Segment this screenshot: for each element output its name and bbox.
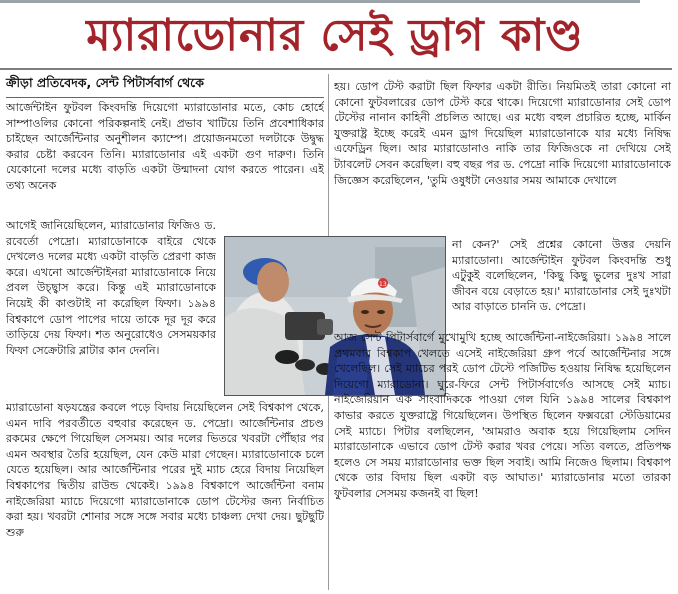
paragraph: ম্যারাডোনা ষড়যন্ত্রের কবলে পড়ে বিদায় নিয়েছিলেন সেই বিশ্বকাপ থেকে, এমন দাবি পরবর্তীতে বহুবার করেছেন ড. পেদ্রো। আর্জেন্টিনার প্রচণ্ড রকমের ক্ষেপে গিয়েছিল সেসময়। আর দলের ভিতরে খবরটা পৌঁছার পর এমন অবস্থার তৈরি হয়েছিল, যেন কেউ মারা গেছেন। ম্যারাডোনাকে চলে যেতে হয়েছিল। আর আর্জেন্টিনার পরের দুই ম্যাচ হেরে বিদায় নিয়েছিল বিশ্বকাপের দ্বিতীয় রাউন্ড থেকেই। ১৯৯৪ বিশ্বকাপে আর্জেন্টিনা বনাম নাইজেরিয়া ম্যাচে দিয়েগো ম্যারাডোনাকে ডোপ টেস্টের জন্য নির্বাচিত করা হয়। খবরটা শোনার সঙ্গে সঙ্গে সবার মধ্যে চাঞ্চল্য দেখা দেয়। ছুটছুটি শুরু [6,401,324,539]
right-column-upper-text [334,79,671,237]
left-column-side-text [6,218,216,398]
headline-divider [0,68,672,70]
left-column-lower-text [6,400,324,586]
left-column-upper-text [6,100,324,218]
paragraph: না কেন?' সেই প্রশ্নের কোনো উত্তর দেয়নি ম্যারাডোনা। আর্জেন্টাইন ফুটবল কিংবদন্তি শুধু এটুকুই বলেছিলেন, 'কিছু কিছু ভুলের দুঃখ সারা জীবন বয়ে বেড়াতে হয়।' ম্যারাডোনার সেই দুঃখটা আর বাড়াতে চাননি ড. পেদ্রো। [452,238,671,314]
paragraph: আজ সেন্ট পিটার্সবার্গে মুখোমুখি হচ্ছে আর্জেন্টিনা-নাইজেরিয়া। ১৯৯৪ সালে প্রথমবার বিশ্বকাপ খেলতে এসেই নাইজেরিয়া গ্রুপ পর্বে আর্জেন্টিনার সঙ্গে খেলেছিল। সেই ম্যাচের পরই ডোপ টেস্টে পজিটিভ হওয়ায় নিষিদ্ধ হয়েছিলেন দিয়েগো ম্যারাডোনা। ঘুরে-ফিরে সেন্ট পিটার্সবার্গেও আসছে সেই ম্যাচ। নাইজেরিয়ান এক সাংবাদিককে পাওয়া গেল যিনি ১৯৯৪ সালের বিশ্বকাপ কাভার করতে যুক্তরাষ্ট্রে গিয়েছিলেন। উপস্থিত ছিলেন ফক্সবরো স্টেডিয়ামের সেই ম্যাচে। পিটার বলছিলেন, 'আমরাও অবাক হয়ে গিয়েছিলাম সেদিন ম্যারাডোনাকে এভাবে ডোপ টেস্ট করার খবর পেয়ে। সত্যি বলতে, প্রতিপক্ষ হলেও সে সময় ম্যারাডোনার ভক্ত ছিল সবাই। আমি নিজেও ছিলাম। বিশ্বকাপ থেকে তার বিদায় ছিল একটা বড় আঘাত।' ম্যারাডোনার মতো তারকা ফুটবলার সেসময় কজনই বা ছিল! [334,331,671,500]
cap-logo-text: 13 [379,281,387,288]
top-rule [0,0,640,3]
byline: ক্রীড়া প্রতিবেদক, সেন্ট পিটার্সবার্গ থেকে [6,75,324,98]
right-column-side-text [452,237,671,329]
right-column-lower-text [334,330,671,586]
paragraph: আগেই জানিয়েছিলেন, ম্যারাডোনার ফিজিও ড. রবের্তো পেদ্রো। ম্যারাডোনাকে বাইরে থেকে দেখলেও দলের মধ্যে একটা বাড়তি প্রেরণা কাজ করে। এখনো আর্জেন্টাইনরা ম্যারাডোনাকে নিয়ে প্রবল উচ্ছ্বাস করে। কিন্তু এই ম্যারাডোনাকে নিয়েই কী কাণ্ডটাই না করেছিল ফিফা। ১৯৯৪ বিশ্বকাপে ডোপ পাপের দায়ে তাকে দূর দূর করে তাড়িয়ে দেয় ফিফা। শত অনুরোধেও সেসময়কার ফিফা সেক্রেটারি ব্লাটার কান দেননি। [6,219,216,357]
headline: ম্যারাডোনার সেই ড্রাগ কাণ্ড [86,10,584,61]
paragraph: আর্জেন্টাইন ফুটবল কিংবদন্তি দিয়েগো ম্যারাডোনার মতে, কোচ হোর্হে সাম্পাওলির কোনো পরিকল্পনাই নেই। প্রভাব খাটিয়ে তিনি প্রবেশাধিকার চাইছেন আর্জেন্টিনার অনুশীলন ক্যাম্পে। প্রয়োজনমতো দলটাকে উদ্বুদ্ধ করার চেষ্টা করবেন তিনি। ম্যারাডোনার এই একটা গুণ দারুণ। তিনি যেকোনো দলের মধ্যে বাড়তি একটা উন্মাদনা যোগ করতে পারেন। এই তথ্য অনেক [6,101,324,192]
paragraph: হয়। ডোপ টেস্ট করাটা ছিল ফিফার একটা রীতি। নিয়মিতই তারা কোনো না কোনো ফুটবলারের ডোপ টেস্ট করে থাকে। দিয়েগো ম্যারাডোনার সেই ডোপ টেস্টের নানান কাহিনী প্রচলিত আছে। এর মধ্যে বহুল প্রচারিত হচ্ছে, মার্কিন যুক্তরাষ্ট্র ইচ্ছে করেই এমন ড্রাগ দিয়েছিল ম্যারাডোনাকে যার মধ্যে নিষিদ্ধ এফেড্রিন ছিল। আর ম্যারাডোনাও নাকি তার ফিজিওকে না দেখিয়ে সেই ট্যাবলেট সেবন করেছিল। বহু বছর পর ড. পেদ্রো নাকি দিয়েগো ম্যারাডোনাকে জিজ্ঞেস করেছিলেন, 'তুমি ওষুধটা নেওয়ার সময় আমাকে দেখালে [334,80,671,187]
